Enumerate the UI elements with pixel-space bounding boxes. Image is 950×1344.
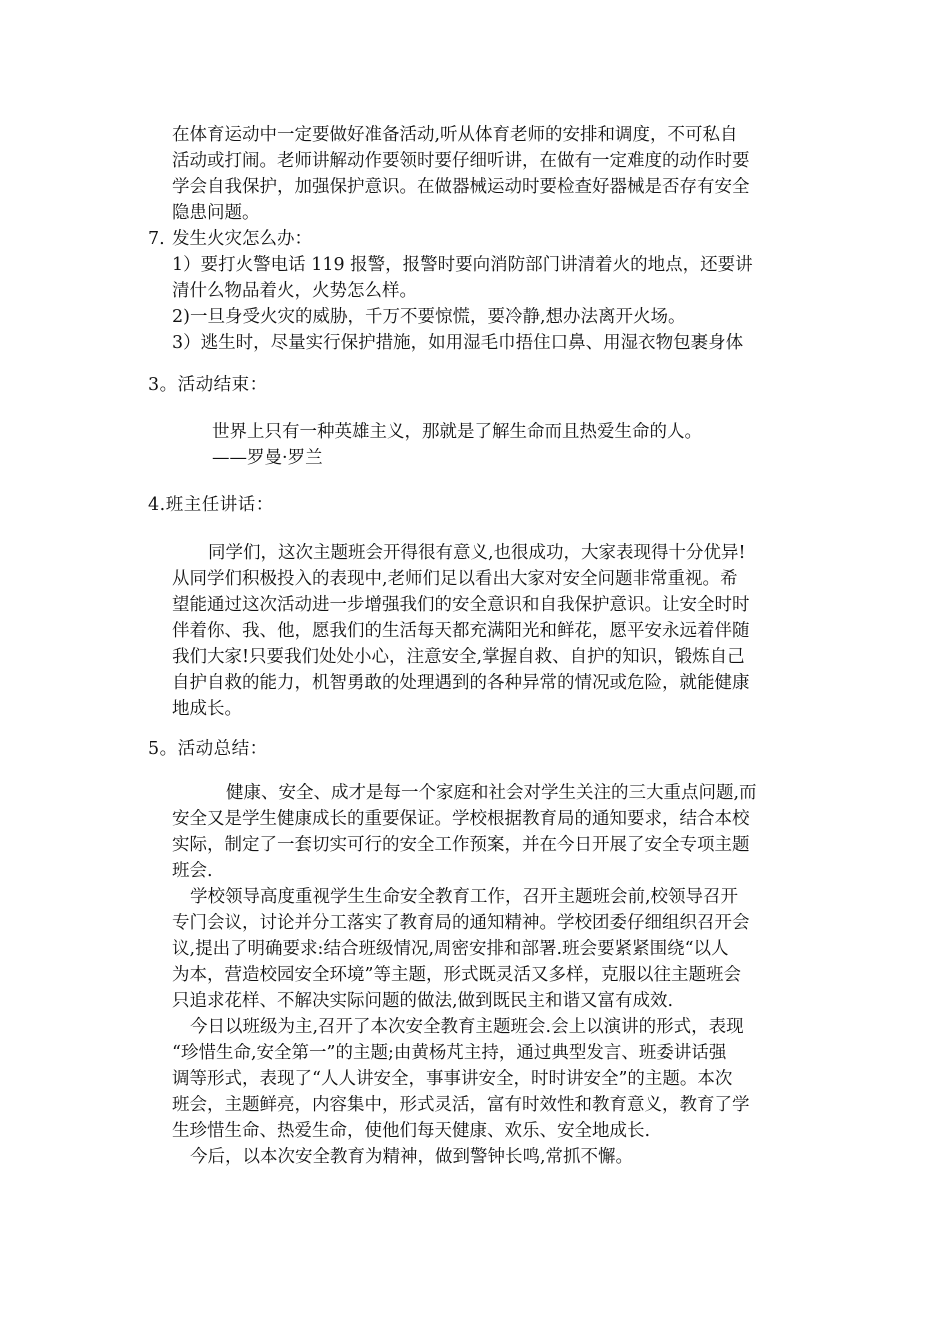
text-line: 1）要打火警电话 119 报警，报警时要向消防部门讲清着火的地点，还要讲 bbox=[172, 255, 753, 275]
list-item-number: 7. bbox=[148, 229, 165, 249]
text-line: 安全又是学生健康成长的重要保证。学校根据教育局的通知要求，结合本校 bbox=[172, 809, 750, 829]
text-line: 议,提出了明确要求:结合班级情况,周密安排和部署.班会要紧紧围绕“以人 bbox=[172, 939, 729, 959]
section-heading: 5。活动总结： bbox=[148, 739, 268, 759]
text-line: 班会，主题鲜亮，内容集中，形式灵活，富有时效性和教育意义，教育了学 bbox=[172, 1095, 750, 1115]
text-line: 实际，制定了一套切实可行的安全工作预案，并在今日开展了安全专项主题 bbox=[172, 835, 750, 855]
text-line: 生珍惜生命、热爱生命，使他们每天健康、欢乐、安全地成长. bbox=[172, 1121, 651, 1141]
text-line: 健康、安全、成才是每一个家庭和社会对学生关注的三大重点问题,而 bbox=[226, 783, 757, 803]
text-line: 清什么物品着火，火势怎么样。 bbox=[172, 281, 417, 301]
intro-paragraph bbox=[172, 122, 812, 226]
quote-block bbox=[212, 419, 702, 471]
text-line: 只追求花样、不解决实际问题的做法,做到既民主和谐又富有成效. bbox=[172, 991, 674, 1011]
text-line: 为本，营造校园安全环境”等主题，形式既灵活又多样，克服以往主题班会 bbox=[172, 965, 741, 985]
text-line: 今日以班级为主,召开了本次安全教育主题班会.会上以演讲的形式，表现 bbox=[190, 1017, 744, 1037]
text-line: 班会. bbox=[172, 861, 213, 881]
teacher-speech bbox=[172, 540, 812, 722]
item-title: 发生火灾怎么办： bbox=[172, 229, 312, 249]
text-line: 学会自我保护，加强保护意识。在做器械运动时要检查好器械是否存有安全 bbox=[172, 177, 750, 197]
text-line: 2)一旦身受火灾的威胁，千万不要惊慌，要冷静,想办法离开火场。 bbox=[172, 307, 686, 327]
text-line: “珍惜生命,安全第一”的主题;由黄杨芃主持，通过典型发言、班委讲话强 bbox=[172, 1043, 727, 1063]
text-line: 从同学们积极投入的表现中,老师们足以看出大家对安全问题非常重视。希 bbox=[172, 569, 738, 589]
text-line: 调等形式，表现了“人人讲安全，事事讲安全，时时讲安全”的主题。本次 bbox=[172, 1069, 733, 1089]
text-line: 学校领导高度重视学生生命安全教育工作，召开主题班会前,校领导召开 bbox=[190, 887, 739, 907]
text-line: 3）逃生时，尽量实行保护措施，如用湿毛巾捂住口鼻、用湿衣物包裹身体 bbox=[172, 333, 744, 353]
text-line: 望能通过这次活动进一步增强我们的安全意识和自我保护意识。让安全时时 bbox=[172, 595, 750, 615]
item-7 bbox=[172, 226, 812, 356]
text-line: 自护自救的能力，机智勇敢的处理遇到的各种异常的情况或危险，就能健康 bbox=[172, 673, 750, 693]
text-line: 在体育运动中一定要做好准备活动,听从体育老师的安排和调度，不可私自 bbox=[172, 125, 738, 145]
section-heading: 4.班主任讲话： bbox=[148, 495, 274, 515]
text-line: 今后，以本次安全教育为精神，做到警钟长鸣,常抓不懈。 bbox=[190, 1147, 634, 1167]
text-line: 专门会议，讨论并分工落实了教育局的通知精神。学校团委仔细组织召开会 bbox=[172, 913, 750, 933]
activity-summary bbox=[172, 780, 812, 1170]
text-line: 活动或打闹。老师讲解动作要领时要仔细听讲，在做有一定难度的动作时要 bbox=[172, 151, 750, 171]
text-line: 伴着你、我、他，愿我们的生活每天都充满阳光和鲜花，愿平安永远着伴随 bbox=[172, 621, 750, 641]
text-line: 地成长。 bbox=[172, 699, 242, 719]
section-heading: 3。活动结束： bbox=[148, 375, 268, 395]
quote-author: ——罗曼·罗兰 bbox=[212, 448, 323, 468]
quote-text: 世界上只有一种英雄主义，那就是了解生命而且热爱生命的人。 bbox=[212, 422, 702, 442]
text-line: 我们大家!只要我们处处小心，注意安全,掌握自救、自护的知识，锻炼自己 bbox=[172, 647, 745, 667]
text-line: 隐患问题。 bbox=[172, 203, 260, 223]
text-line: 同学们，这次主题班会开得很有意义,也很成功，大家表现得十分优异! bbox=[208, 543, 746, 563]
